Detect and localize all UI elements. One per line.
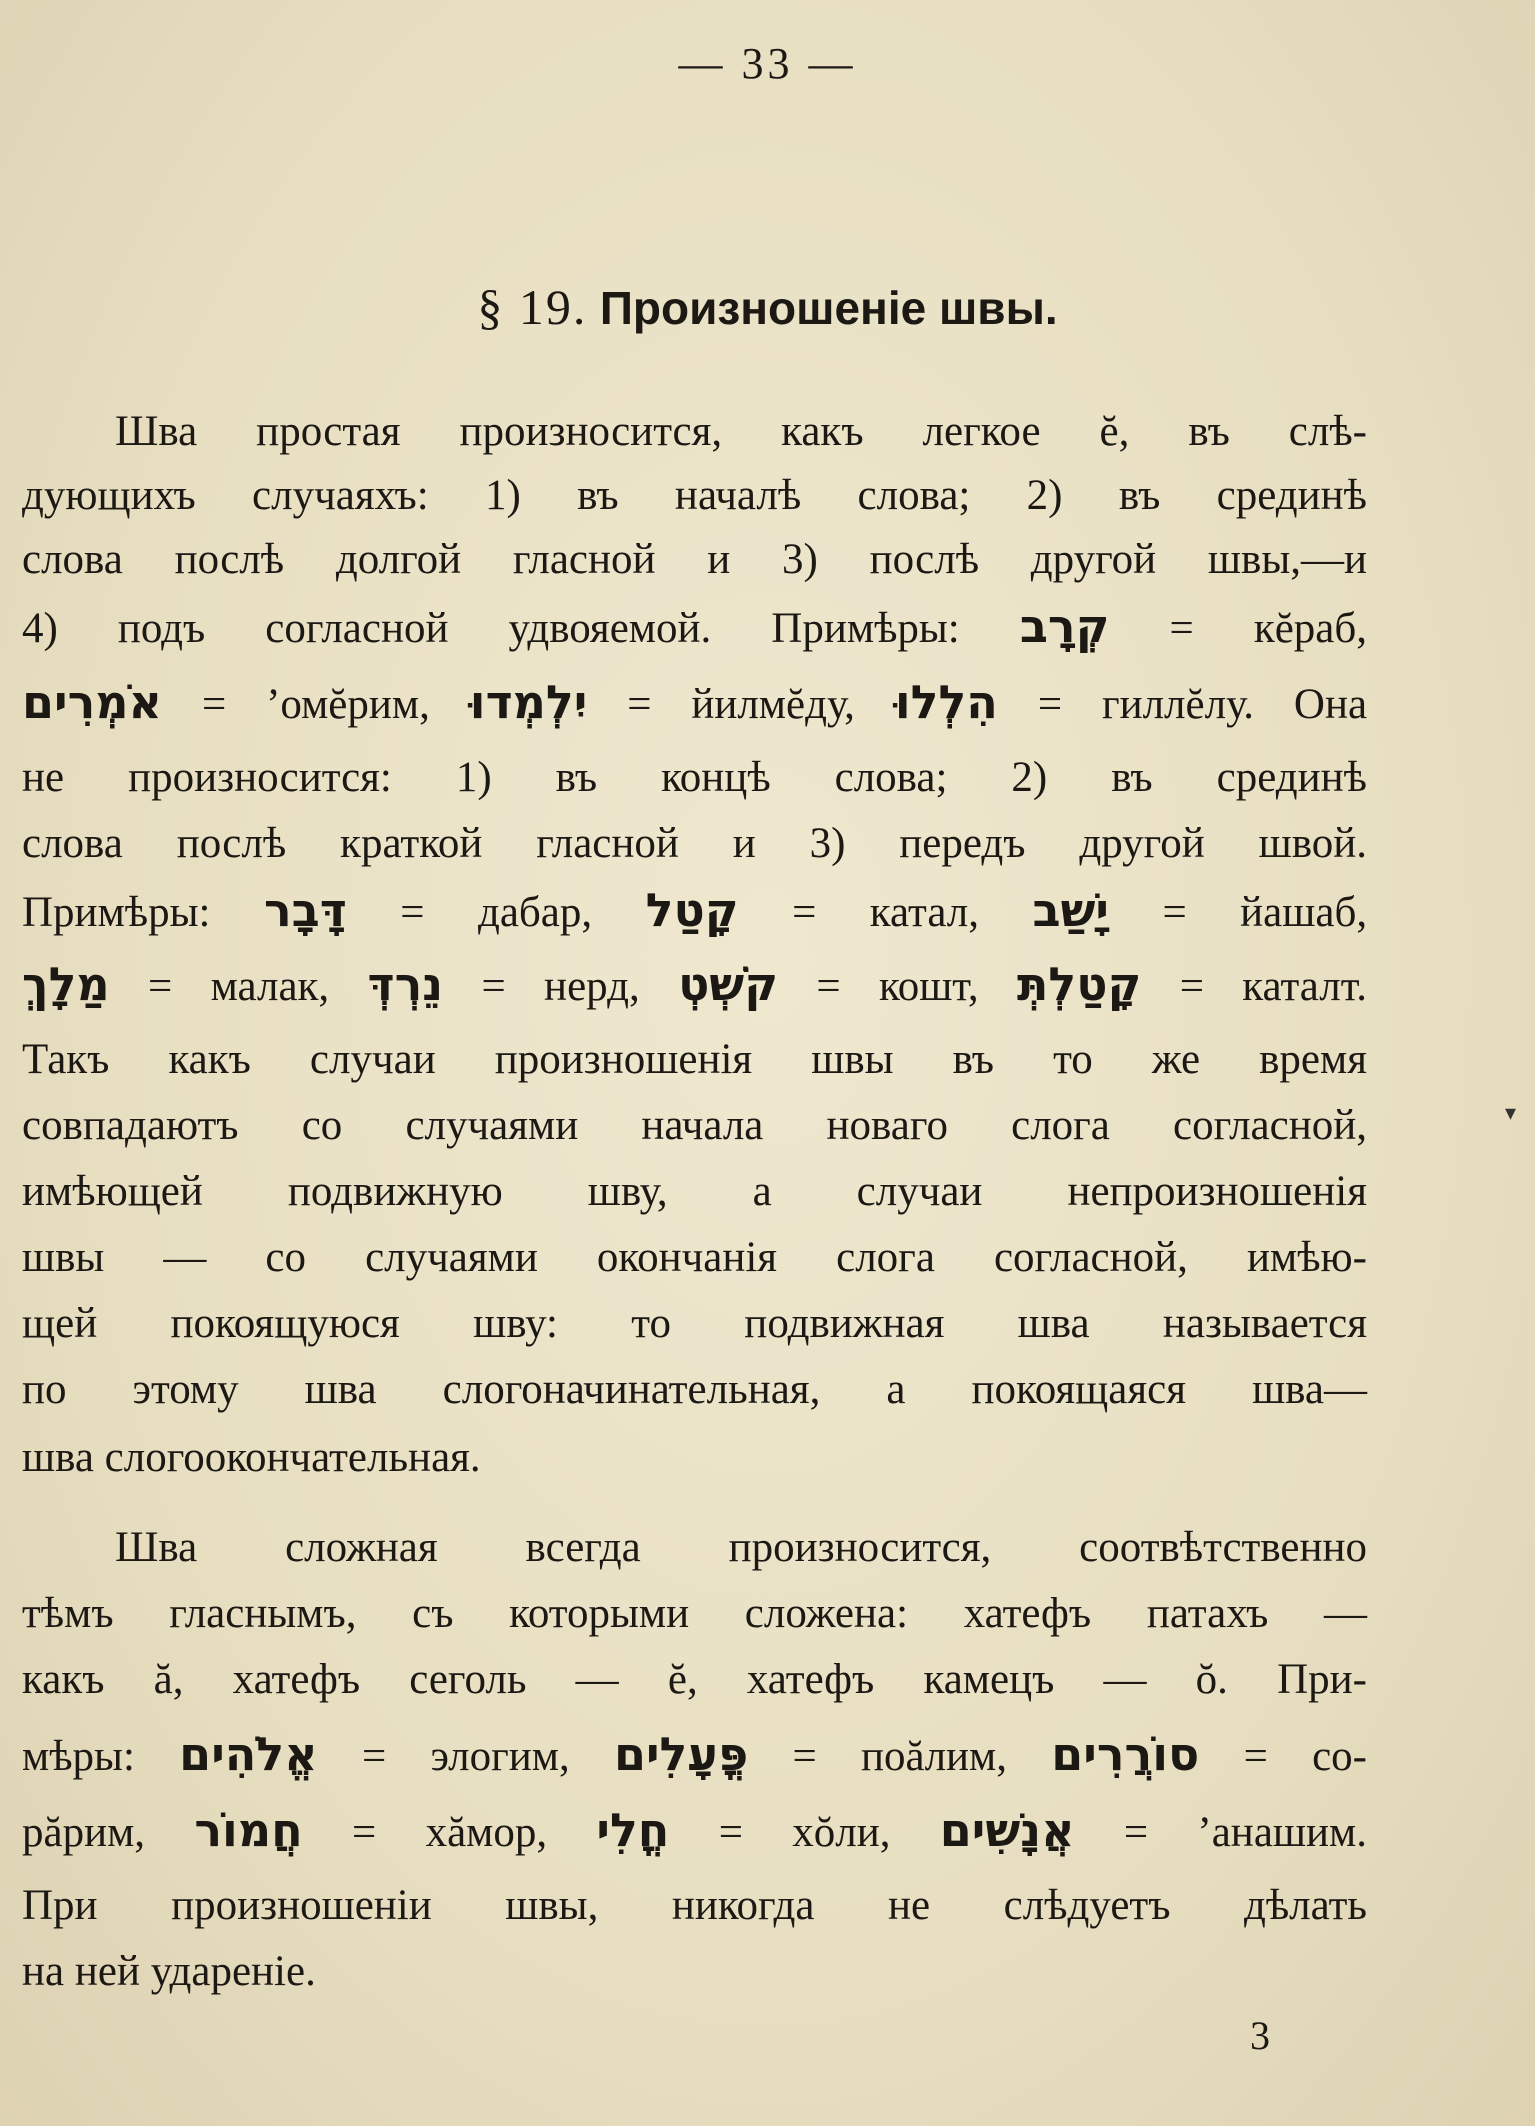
text-line-18: тѣмъ гласнымъ, съ которыми сложена: хатефъ патахъ — [22,1590,1367,1637]
transliteration: = со- [1243,1733,1367,1780]
text-line-15: по этому шва слогоначинательная, а покоящаяся шва— [22,1366,1367,1413]
hebrew-word: הִלְלוּ [894,675,998,729]
hebrew-word: קֹשְׁטְ [678,957,779,1011]
hebrew-word: יִלְמְדוּ [469,675,588,729]
hebrew-word: אֹמְרִים [22,675,163,729]
transliteration: = нерд, [481,963,640,1010]
hebrew-word: יָשַׁב [1032,883,1109,937]
hebrew-word: חֲמוֹר [194,1803,303,1857]
text-line-13: швы — со случаями окончанія слога согласной, имѣю- [22,1234,1367,1281]
transliteration: = катал, [792,889,979,936]
text-line-5 [22,672,1367,732]
transliteration: = ’омĕрим, [201,681,430,728]
hebrew-word: פֳּעָלִים [613,1727,749,1781]
signature-mark: 3 [1250,2013,1270,2058]
transliteration: = йашаб, [1162,889,1368,936]
text-line-20 [22,1724,1367,1784]
text-line-11: совпадаютъ со случаями начала новаго слога согласной, [22,1102,1367,1149]
text-line-23: на ней удареніе. [22,1948,316,1995]
hebrew-word: קָטַל [645,883,739,937]
transliteration: = хăмор, [352,1809,548,1856]
hebrew-word: קָטַלְתְּ [1016,957,1142,1011]
text-line-3: слова послѣ долгой гласной и 3) послѣ другой швы,—и [22,536,1367,583]
hebrew-word: אֱלֹהִים [179,1727,318,1781]
text-line-17: Шва сложная всегда произносится, соотвѣтственно [115,1524,1367,1571]
transliteration: = малак, [148,963,330,1010]
hebrew-word: קְרָב [1019,599,1110,653]
hebrew-word: חֳלִי [596,1803,670,1857]
transliteration: = хŏли, [718,1809,891,1856]
text-line-7: слова послѣ краткой гласной и 3) передъ другой швой. [22,820,1367,867]
section-title: Произношеніе швы. [599,282,1058,334]
line-4-text: 4) подъ согласной удвояемой. Примѣры: [22,605,960,652]
text-line-2: дующихъ случаяхъ: 1) въ началѣ слова; 2) въ срединѣ [22,472,1367,519]
text-line-9 [22,954,1367,1014]
section-heading [0,278,1535,336]
text-line-16: шва слогоокончательная. [22,1434,481,1481]
text-line-12: имѣющей подвижную шву, а случаи непроизношенія [22,1168,1367,1215]
text-line-21 [22,1800,1367,1860]
page-number: — 33 — [678,39,857,88]
hebrew-word: דָּבָר [263,883,347,937]
transliteration: = дабар, [400,889,593,936]
hebrew-word: מַלָךְ [22,957,110,1011]
transliteration: = элогим, [361,1733,570,1780]
transliteration: = кĕраб, [1169,605,1368,652]
text-line-19: какъ ă, хатефъ сеголь — ĕ, хатефъ камецъ — ŏ. При- [22,1656,1367,1703]
text-line-10: Такъ какъ случаи произношенія швы въ то же время [22,1036,1367,1083]
text-line-14: щей покоящуюся шву: то подвижная шва называется [22,1300,1367,1347]
hebrew-word: אֲנָשִׁים [939,1803,1075,1857]
line-21-text: рăрим, [22,1809,146,1856]
text-line-1: Шва простая произносится, какъ легкое ĕ, въ слѣ- [115,408,1367,455]
text-line-4 [22,596,1367,656]
text-line-22: При произношеніи швы, никогда не слѣдуетъ дѣлать [22,1882,1367,1929]
transliteration: = гиллĕлу. Она [1037,681,1368,728]
transliteration: = каталт. [1179,963,1368,1010]
transliteration: = кошт, [816,963,979,1010]
line-8-text: Примѣры: [22,889,211,936]
transliteration: = йилмĕду, [627,681,855,728]
hebrew-word: סוֹרֲרִים [1051,1727,1200,1781]
line-20-text: мѣры: [22,1733,135,1780]
transliteration: = поăлим, [792,1733,1008,1780]
transliteration: = ’анашим. [1123,1809,1367,1856]
hebrew-word: נֵרְדְּ [367,957,444,1011]
text-line-8 [22,880,1367,940]
paper-speck: ▾ [1505,1100,1517,1125]
text-line-6: не произносится: 1) въ концѣ слова; 2) въ срединѣ [22,754,1367,801]
section-number: § 19. [477,279,588,335]
